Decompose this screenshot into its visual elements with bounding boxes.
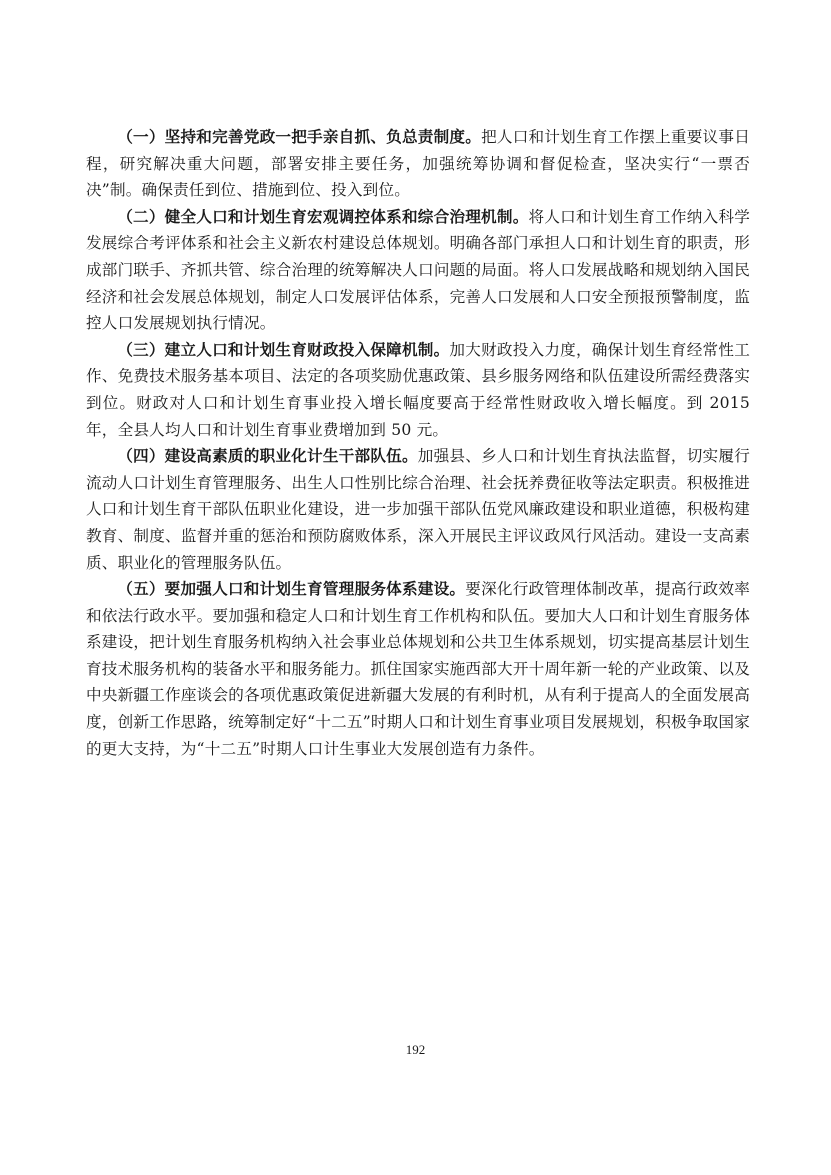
paragraph-1-heading: （一）坚持和完善党政一把手亲自抓、负总责制度。 bbox=[117, 128, 482, 146]
paragraph-2-body: 将人口和计划生育工作纳入科学发展综合考评体系和社会主义新农村建设总体规划。明确各部门承担人口和计划生育的职责，形成部门联手、齐抓共管、综合治理的统筹解决人口问题的局面。将人口发展战略和规划纳入国民经济和社会发展总体规划，制定人口发展评估体系，完善人口发展和人口安全预报预警制度，监控人口发展规划执行情况。 bbox=[86, 207, 750, 333]
paragraph-1 bbox=[86, 124, 750, 204]
paragraph-4-heading: （四）建设高素质的职业化计生干部队伍。 bbox=[117, 447, 418, 466]
paragraph-2 bbox=[86, 204, 750, 337]
paragraph-5-body: 要深化行政管理体制改革，提高行政效率和依法行政水平。要加强和稳定人口和计划生育工作机构和队伍。要加大人口和计划生育服务体系建设，把计划生育服务机构纳入社会事业总体规划和公共卫生体系规划，切实提高基层计划生育技术服务机构的装备水平和服务能力。抓住国家实施西部大开十周年新一轮的产业政策、以及中央新疆工作座谈会的各项优惠政策促进新疆大发展的有利时机，从有利于提高人的全面发展高度，创新工作思路，统筹制定好“十二五”时期人口和计划生育事业项目发展规划，积极争取国家的更大支持，为“十二五”时期人口计生事业大发展创造有力条件。 bbox=[86, 580, 750, 758]
paragraph-2-heading: （二）健全人口和计划生育宏观调控体系和综合治理机制。 bbox=[117, 207, 529, 226]
page-number: 192 bbox=[405, 1042, 426, 1057]
paragraph-3 bbox=[86, 337, 750, 443]
paragraph-3-heading: （三）建立人口和计划生育财政投入保障机制。 bbox=[117, 340, 450, 359]
paragraph-5 bbox=[86, 576, 750, 762]
paragraph-4 bbox=[86, 443, 750, 576]
document-body bbox=[86, 124, 750, 762]
paragraph-1-body: 把人口和计划生育工作摆上重要议事日程，研究解决重大问题，部署安排主要任务，加强统筹协调和督促检查，坚决实行“一票否决”制。确保责任到位、措施到位、投入到位。 bbox=[86, 128, 750, 200]
paragraph-4-body: 加强县、乡人口和计划生育执法监督，切实履行流动人口计划生育管理服务、出生人口性别比综合治理、社会抚养费征收等法定职责。积极推进人口和计划生育干部队伍职业化建设，进一步加强干部队伍党风廉政建设和职业道德，积极构建教育、制度、监督并重的惩治和预防腐败体系，深入开展民主评议政风行风活动。建设一支高素质、职业化的管理服务队伍。 bbox=[86, 447, 750, 572]
paragraph-3-body: 加大财政投入力度，确保计划生育经常性工作、免费技术服务基本项目、法定的各项奖励优惠政策、县乡服务网络和队伍建设所需经费落实到位。财政对人口和计划生育事业投入增长幅度要高于经常性财政收入增长幅度。到 2015 年，全县人均人口和计划生育事业费增加到 50 元。 bbox=[86, 340, 750, 439]
paragraph-5-heading: （五）要加强人口和计划生育管理服务体系建设。 bbox=[117, 580, 466, 599]
